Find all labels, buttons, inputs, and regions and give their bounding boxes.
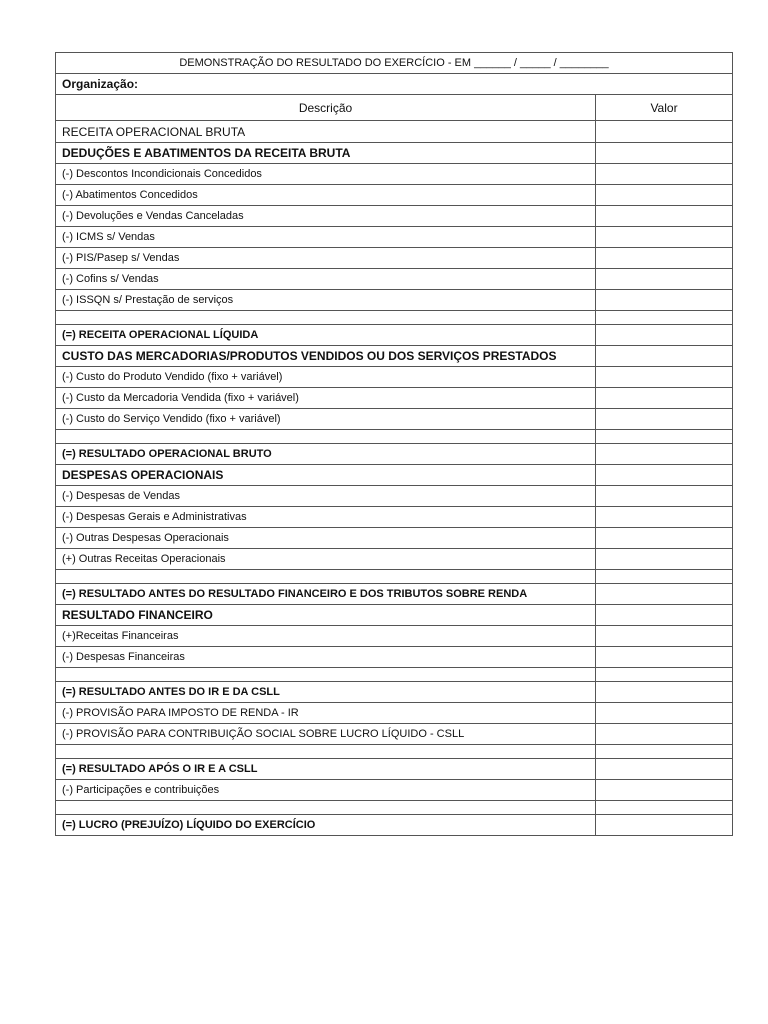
row-value-cell[interactable] — [596, 724, 733, 745]
row-value-cell[interactable] — [596, 325, 733, 346]
table-row — [56, 248, 733, 269]
row-description — [56, 311, 596, 325]
row-value-cell[interactable] — [596, 549, 733, 570]
row-description: (-) Descontos Incondicionais Concedidos — [56, 164, 596, 185]
spacer-row — [56, 570, 733, 584]
row-value-cell[interactable] — [596, 682, 733, 703]
row-value-cell[interactable] — [596, 206, 733, 227]
table-row — [56, 227, 733, 248]
row-value-cell[interactable] — [596, 346, 733, 367]
income-statement-form — [55, 52, 733, 836]
table-row — [56, 759, 733, 780]
table-row — [56, 465, 733, 486]
form-body — [56, 53, 733, 836]
table-row — [56, 647, 733, 668]
row-description: (-) Despesas Financeiras — [56, 647, 596, 668]
form-title: DEMONSTRAÇÃO DO RESULTADO DO EXERCÍCIO - EM ______ / _____ / ________ — [56, 53, 733, 74]
row-value-cell[interactable] — [596, 143, 733, 164]
row-description: RECEITA OPERACIONAL BRUTA — [56, 121, 596, 143]
spacer-row — [56, 745, 733, 759]
row-description: (-) Despesas de Vendas — [56, 486, 596, 507]
row-description: (-) Custo do Serviço Vendido (fixo + variável) — [56, 409, 596, 430]
table-row — [56, 388, 733, 409]
row-value-cell[interactable] — [596, 605, 733, 626]
row-description: (-) PIS/Pasep s/ Vendas — [56, 248, 596, 269]
row-description: (-) Cofins s/ Vendas — [56, 269, 596, 290]
organization-row — [56, 74, 733, 95]
row-description: (+)Receitas Financeiras — [56, 626, 596, 647]
table-row — [56, 325, 733, 346]
row-value-cell[interactable] — [596, 815, 733, 836]
title-row — [56, 53, 733, 74]
row-description: (-) PROVISÃO PARA CONTRIBUIÇÃO SOCIAL SOBRE LUCRO LÍQUIDO - CSLL — [56, 724, 596, 745]
table-row — [56, 528, 733, 549]
row-description: (=) RECEITA OPERACIONAL LÍQUIDA — [56, 325, 596, 346]
row-description: (-) ICMS s/ Vendas — [56, 227, 596, 248]
row-value-cell[interactable] — [596, 185, 733, 206]
row-description: (=) RESULTADO ANTES DO RESULTADO FINANCEIRO E DOS TRIBUTOS SOBRE RENDA — [56, 584, 596, 605]
table-row — [56, 143, 733, 164]
table-row — [56, 682, 733, 703]
row-description: (=) LUCRO (PREJUÍZO) LÍQUIDO DO EXERCÍCIO — [56, 815, 596, 836]
row-value-cell[interactable] — [596, 647, 733, 668]
row-description: (-) Devoluções e Vendas Canceladas — [56, 206, 596, 227]
row-value-cell[interactable] — [596, 528, 733, 549]
row-description: DEDUÇÕES E ABATIMENTOS DA RECEITA BRUTA — [56, 143, 596, 164]
row-description: (=) RESULTADO ANTES DO IR E DA CSLL — [56, 682, 596, 703]
organization-label: Organização: — [56, 74, 733, 95]
row-value-cell[interactable] — [596, 780, 733, 801]
spacer-row — [56, 311, 733, 325]
row-description — [56, 430, 596, 444]
table-row — [56, 185, 733, 206]
row-value-cell[interactable] — [596, 248, 733, 269]
column-header-description: Descrição — [56, 95, 596, 121]
table-row — [56, 121, 733, 143]
row-value-cell[interactable] — [596, 409, 733, 430]
row-description — [56, 570, 596, 584]
row-value-cell[interactable] — [596, 164, 733, 185]
row-value-cell[interactable] — [596, 507, 733, 528]
table-row — [56, 507, 733, 528]
table-row — [56, 206, 733, 227]
row-value-cell[interactable] — [596, 444, 733, 465]
table-row — [56, 724, 733, 745]
row-value-cell[interactable] — [596, 465, 733, 486]
row-value-cell[interactable] — [596, 227, 733, 248]
table-row — [56, 815, 733, 836]
row-value-cell[interactable] — [596, 311, 733, 325]
table-row — [56, 269, 733, 290]
table-row — [56, 486, 733, 507]
table-row — [56, 444, 733, 465]
table-row — [56, 584, 733, 605]
table-row — [56, 780, 733, 801]
row-value-cell[interactable] — [596, 367, 733, 388]
row-description — [56, 745, 596, 759]
table-row — [56, 409, 733, 430]
column-header-row — [56, 95, 733, 121]
table-row — [56, 703, 733, 724]
row-description: RESULTADO FINANCEIRO — [56, 605, 596, 626]
spacer-row — [56, 668, 733, 682]
row-description: CUSTO DAS MERCADORIAS/PRODUTOS VENDIDOS OU DOS SERVIÇOS PRESTADOS — [56, 346, 596, 367]
row-description: (=) RESULTADO OPERACIONAL BRUTO — [56, 444, 596, 465]
row-value-cell[interactable] — [596, 430, 733, 444]
row-description: DESPESAS OPERACIONAIS — [56, 465, 596, 486]
table-row — [56, 626, 733, 647]
row-value-cell[interactable] — [596, 801, 733, 815]
row-description: (-) Despesas Gerais e Administrativas — [56, 507, 596, 528]
row-value-cell[interactable] — [596, 626, 733, 647]
table-row — [56, 605, 733, 626]
row-value-cell[interactable] — [596, 388, 733, 409]
row-description: (+) Outras Receitas Operacionais — [56, 549, 596, 570]
row-description — [56, 801, 596, 815]
column-header-value: Valor — [596, 95, 733, 121]
row-value-cell[interactable] — [596, 745, 733, 759]
table-row — [56, 164, 733, 185]
row-value-cell[interactable] — [596, 703, 733, 724]
row-description: (-) Custo do Produto Vendido (fixo + variável) — [56, 367, 596, 388]
table-row — [56, 346, 733, 367]
row-value-cell[interactable] — [596, 486, 733, 507]
table-row — [56, 367, 733, 388]
row-description: (=) RESULTADO APÓS O IR E A CSLL — [56, 759, 596, 780]
row-description: (-) Participações e contribuições — [56, 780, 596, 801]
spacer-row — [56, 430, 733, 444]
row-description — [56, 668, 596, 682]
row-value-cell[interactable] — [596, 121, 733, 143]
row-description: (-) ISSQN s/ Prestação de serviços — [56, 290, 596, 311]
row-description: (-) PROVISÃO PARA IMPOSTO DE RENDA - IR — [56, 703, 596, 724]
table-row — [56, 290, 733, 311]
row-value-cell[interactable] — [596, 290, 733, 311]
row-value-cell[interactable] — [596, 584, 733, 605]
row-description: (-) Outras Despesas Operacionais — [56, 528, 596, 549]
table-row — [56, 549, 733, 570]
row-value-cell[interactable] — [596, 759, 733, 780]
row-value-cell[interactable] — [596, 668, 733, 682]
row-value-cell[interactable] — [596, 269, 733, 290]
row-description: (-) Custo da Mercadoria Vendida (fixo + variável) — [56, 388, 596, 409]
spacer-row — [56, 801, 733, 815]
row-value-cell[interactable] — [596, 570, 733, 584]
row-description: (-) Abatimentos Concedidos — [56, 185, 596, 206]
